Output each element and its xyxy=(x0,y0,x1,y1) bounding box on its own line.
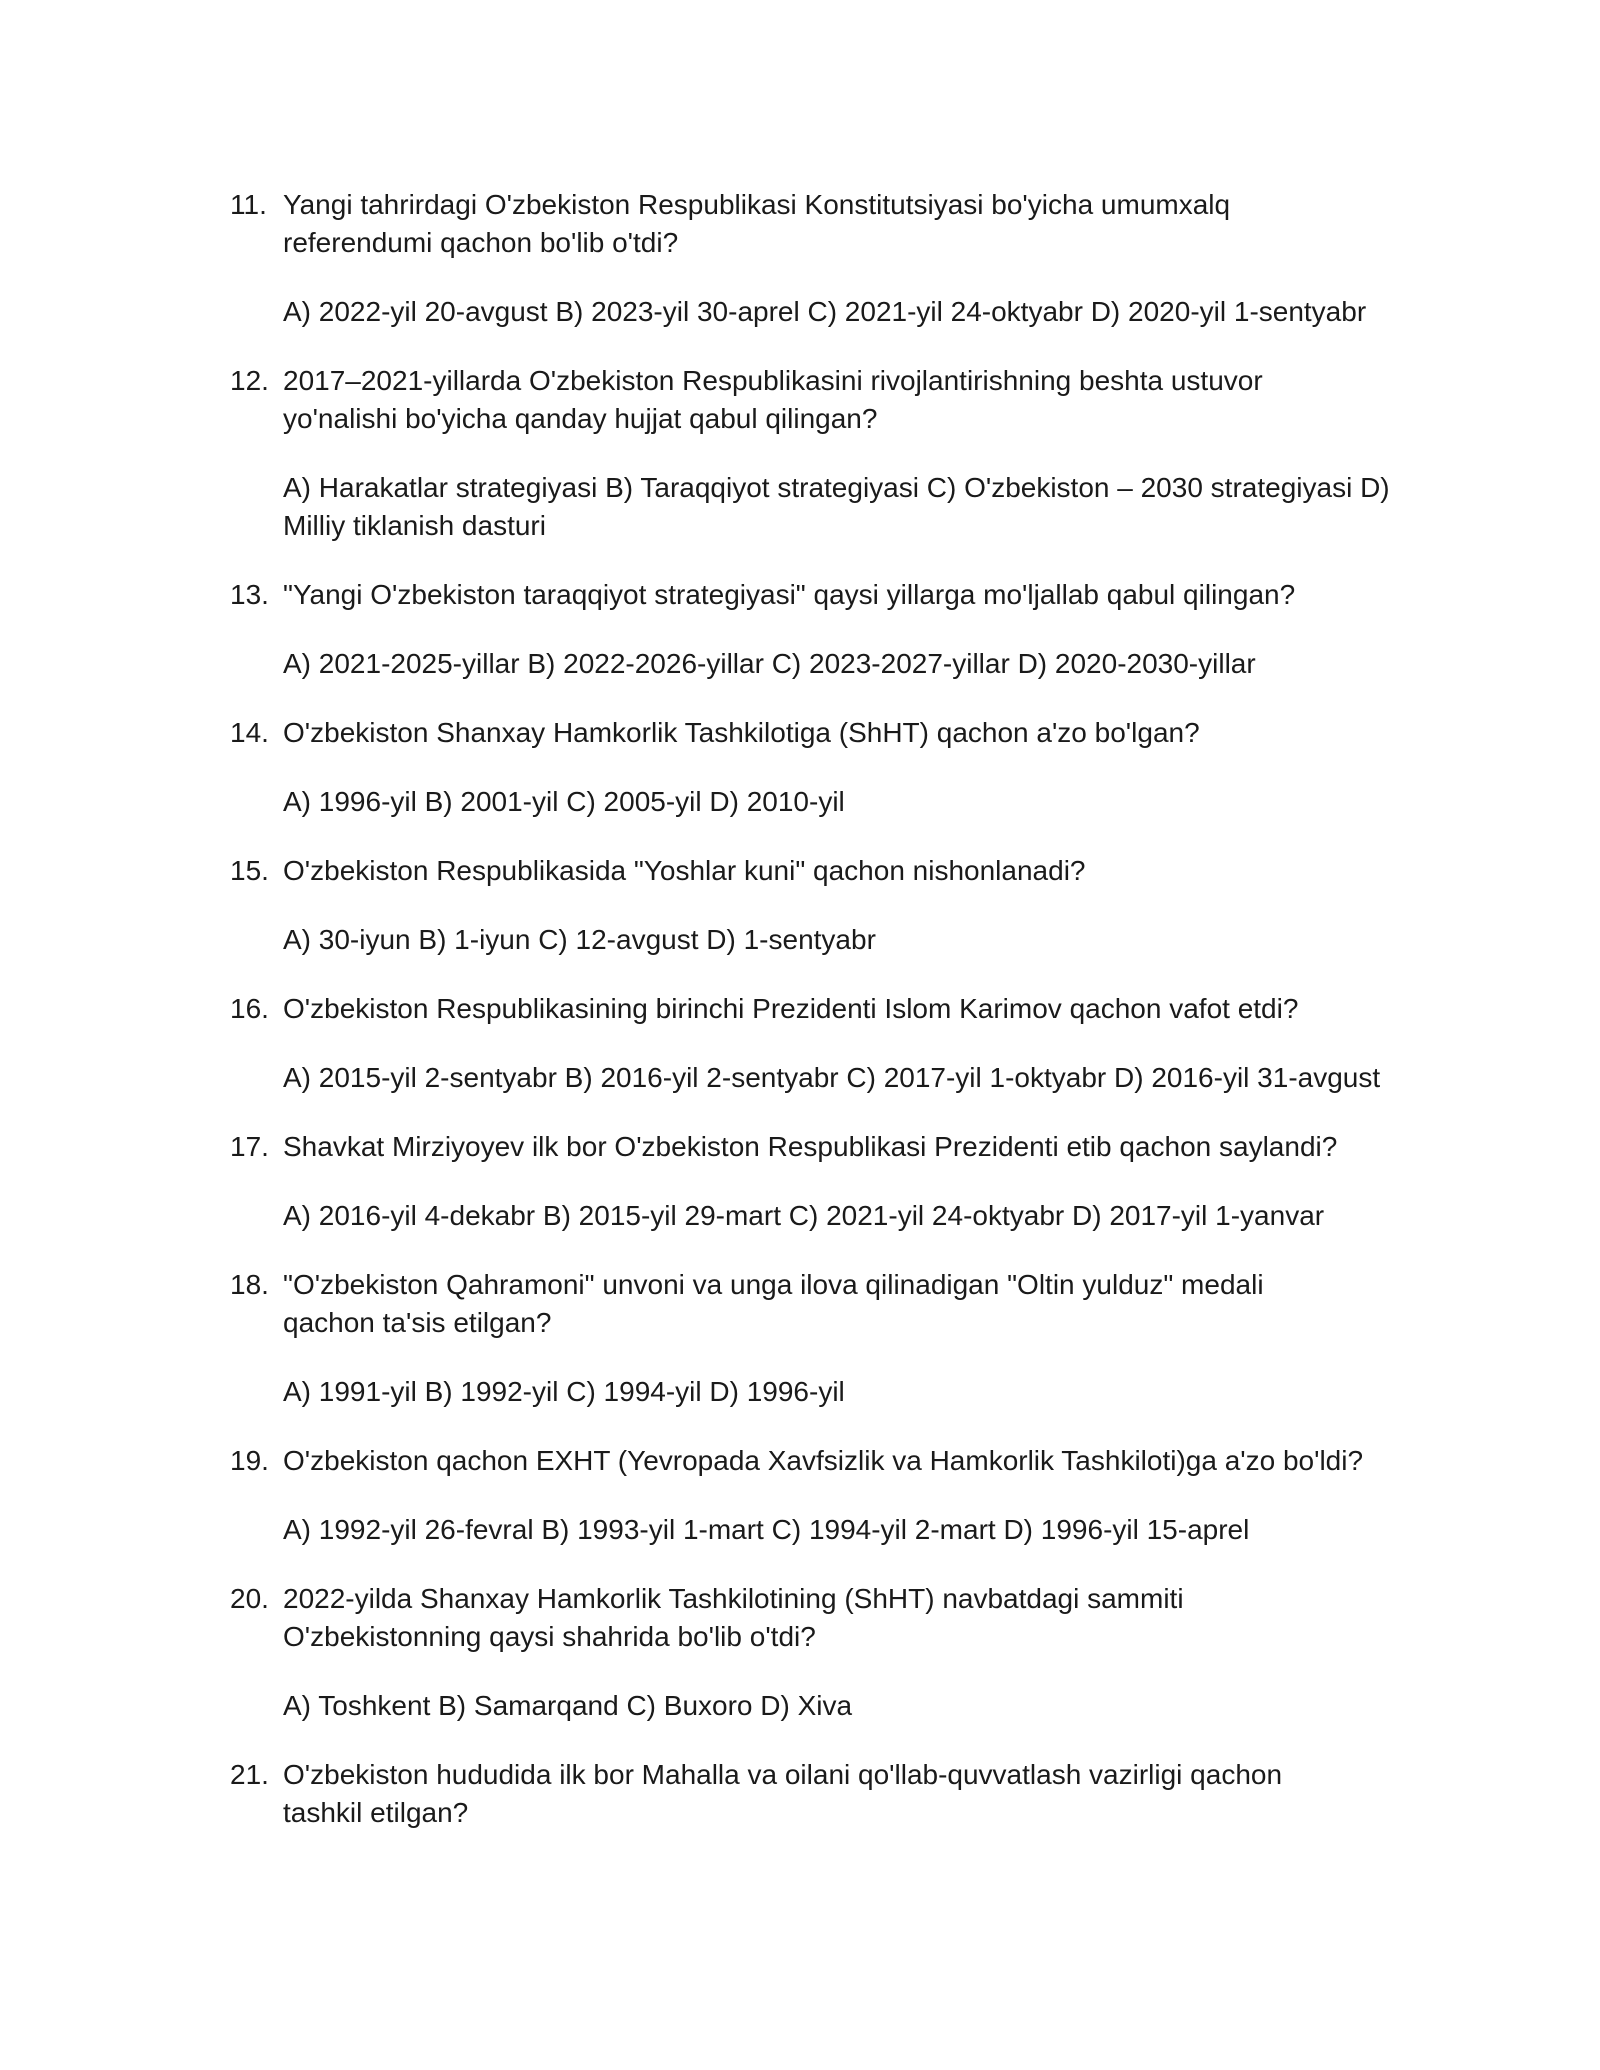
question-number: 21. xyxy=(230,1759,269,1790)
question-list xyxy=(230,186,1430,1863)
question-text: "O'zbekiston Qahramoni" unvoni va unga ilova qilinadigan "Oltin yulduz" medali qachon ta'sis etilgan? xyxy=(283,1269,1264,1338)
answer-options: A) 2021-2025-yillar B) 2022-2026-yillar C) 2023-2027-yillar D) 2020-2030-yillar xyxy=(283,648,1256,679)
question-number: 13. xyxy=(230,579,269,610)
question-item-12 xyxy=(230,362,1430,545)
question-text: O'zbekiston Respublikasining birinchi Prezidenti Islom Karimov qachon vafot etdi? xyxy=(283,993,1299,1024)
question-text: O'zbekiston Respublikasida "Yoshlar kuni" qachon nishonlanadi? xyxy=(283,855,1086,886)
answer-options: A) 1992-yil 26-fevral B) 1993-yil 1-mart C) 1994-yil 2-mart D) 1996-yil 15-aprel xyxy=(283,1514,1250,1545)
question-text: Shavkat Mirziyoyev ilk bor O'zbekiston Respublikasi Prezidenti etib qachon saylandi? xyxy=(283,1131,1338,1162)
question-text: O'zbekiston qachon EXHT (Yevropada Xavfsizlik va Hamkorlik Tashkiloti)ga a'zo bo'ldi? xyxy=(283,1445,1364,1476)
question-item-21 xyxy=(230,1756,1430,1832)
answer-options: A) 2016-yil 4-dekabr B) 2015-yil 29-mart C) 2021-yil 24-oktyabr D) 2017-yil 1-yanvar xyxy=(283,1200,1325,1231)
question-item-18 xyxy=(230,1266,1430,1411)
question-number: 19. xyxy=(230,1445,269,1476)
question-text: 2022-yilda Shanxay Hamkorlik Tashkilotining (ShHT) navbatdagi sammiti O'zbekistonning qaysi shahrida bo'lib o'tdi? xyxy=(283,1583,1184,1652)
question-item-14 xyxy=(230,714,1430,821)
answer-options: A) 30-iyun B) 1-iyun C) 12-avgust D) 1-sentyabr xyxy=(283,924,876,955)
answer-options: A) Toshkent B) Samarqand C) Buxoro D) Xiva xyxy=(283,1690,853,1721)
question-item-15 xyxy=(230,852,1430,959)
answer-options: A) 1991-yil B) 1992-yil C) 1994-yil D) 1996-yil xyxy=(283,1376,845,1407)
question-item-13 xyxy=(230,576,1430,683)
question-item-17 xyxy=(230,1128,1430,1235)
answer-options: A) Harakatlar strategiyasi B) Taraqqiyot strategiyasi C) O'zbekiston – 2030 strategiyasi D) Milliy tiklanish dasturi xyxy=(283,472,1390,541)
question-text: O'zbekiston Shanxay Hamkorlik Tashkilotiga (ShHT) qachon a'zo bo'lgan? xyxy=(283,717,1200,748)
question-item-11 xyxy=(230,186,1430,331)
question-number: 16. xyxy=(230,993,269,1024)
question-item-20 xyxy=(230,1580,1430,1725)
question-number: 12. xyxy=(230,365,269,396)
question-number: 14. xyxy=(230,717,269,748)
answer-options: A) 2015-yil 2-sentyabr B) 2016-yil 2-sentyabr C) 2017-yil 1-oktyabr D) 2016-yil 31-avgust xyxy=(283,1062,1381,1093)
answer-options: A) 2022-yil 20-avgust B) 2023-yil 30-aprel C) 2021-yil 24-oktyabr D) 2020-yil 1-sentyabr xyxy=(283,296,1367,327)
question-text: Yangi tahrirdagi O'zbekiston Respublikasi Konstitutsiyasi bo'yicha umumxalq referendumi qachon bo'lib o'tdi? xyxy=(283,189,1231,258)
question-number: 20. xyxy=(230,1583,269,1614)
answer-options: A) 1996-yil B) 2001-yil C) 2005-yil D) 2010-yil xyxy=(283,786,845,817)
question-item-16 xyxy=(230,990,1430,1097)
question-item-19 xyxy=(230,1442,1430,1549)
question-number: 15. xyxy=(230,855,269,886)
question-number: 11. xyxy=(230,189,267,220)
question-text: 2017–2021-yillarda O'zbekiston Respublikasini rivojlantirishning beshta ustuvor yo'nalishi bo'yicha qanday hujjat qabul qilingan? xyxy=(283,365,1263,434)
question-text: O'zbekiston hududida ilk bor Mahalla va oilani qo'llab-quvvatlash vazirligi qachon tashkil etilgan? xyxy=(283,1759,1283,1828)
question-number: 18. xyxy=(230,1269,269,1300)
question-number: 17. xyxy=(230,1131,269,1162)
question-text: "Yangi O'zbekiston taraqqiyot strategiyasi" qaysi yillarga mo'ljallab qabul qilingan? xyxy=(283,579,1296,610)
